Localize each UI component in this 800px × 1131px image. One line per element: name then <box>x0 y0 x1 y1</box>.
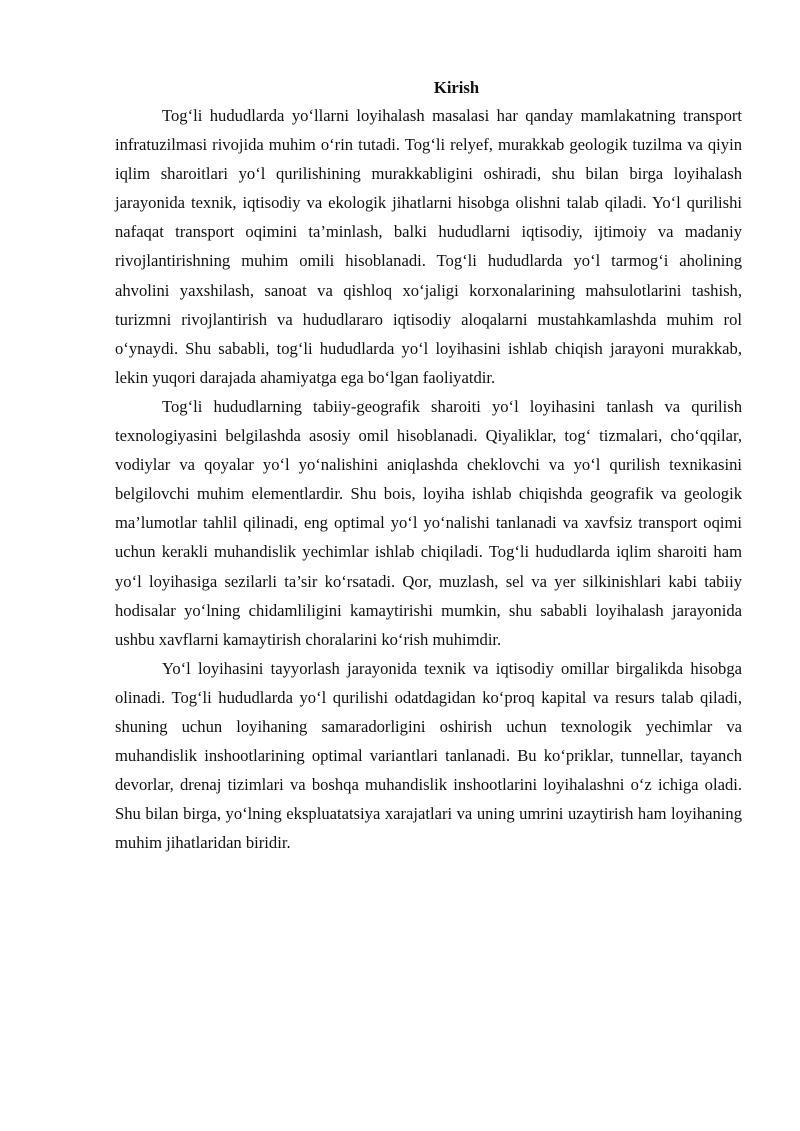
paragraph-2: Tog‘li hududlarning tabiiy-geografik sharoiti yo‘l loyihasini tanlash va qurilish texnologiyasini belgilashda asosiy omil hisoblanadi. Qiyaliklar, tog‘ tizmalari, cho‘qqilar, vodiylar va qoyalar yo‘l yo‘nalishini aniqlashda cheklovchi va yo‘l qurilish texnikasini belgilovchi muhim elementlardir. Shu bois, loyiha ishlab chiqishda geografik va geologik ma’lumotlar tahlil qilinadi, eng optimal yo‘l yo‘nalishi tanlanadi va xavfsiz transport oqimi uchun kerakli muhandislik yechimlar ishlab chiqiladi. Tog‘li hududlarda iqlim sharoiti ham yo‘l loyihasiga sezilarli ta’sir ko‘rsatadi. Qor, muzlash, sel va yer silkinishlari kabi tabiiy hodisalar yo‘lning chidamliligini kamaytirishi mumkin, shu sababli loyihalash jarayonida ushbu xavflarni kamaytirish choralarini ko‘rish muhimdir. <box>115 396 742 649</box>
paragraph-3: Yo‘l loyihasini tayyorlash jarayonida texnik va iqtisodiy omillar birgalikda hisobga olinadi. Tog‘li hududlarda yo‘l qurilishi odatdagidan ko‘proq kapital va resurs talab qiladi, shuning uchun loyihaning samaradorligini oshirish uchun texnologik yechimlar va muhandislik inshootlarining optimal variantlari tanlanadi. Bu ko‘priklar, tunnellar, tayanch devorlar, drenaj tizimlari va boshqa muhandislik inshootlarini loyihalashni o‘z ichiga oladi. Shu bilan birga, yo‘lning ekspluatatsiya xarajatlari va uning umrini uzaytirish ham loyihaning muhim jihatlaridan biridir. <box>115 658 742 853</box>
document-body <box>115 76 742 857</box>
page-title: Kirish <box>433 78 480 97</box>
paragraph-1: Tog‘li hududlarda yo‘llarni loyihalash masalasi har qanday mamlakatning transport infratuzilmasi rivojida muhim o‘rin tutadi. Tog‘li relyef, murakkab geologik tuzilma va qiyin iqlim sharoitlari yo‘l qurilishining murakkabligini oshiradi, shu bilan birga loyihalash jarayonida texnik, iqtisodiy va ekologik jihatlarni hisobga olishni talab qiladi. Yo‘l qurilishi nafaqat transport oqimini ta’minlash, balki hududlarni iqtisodiy, ijtimoiy va madaniy rivojlantirishning muhim omili hisoblanadi. Tog‘li hududlarda yo‘l tarmog‘i aholining ahvolini yaxshilash, sanoat va qishloq xo‘jaligi korxonalarining mahsulotlarini tashish, turizmni rivojlantirish va hududlararo iqtisodiy aloqalarni mustahkamlashda muhim rol o‘ynaydi. Shu sababli, tog‘li hududlarda yo‘l loyihasini ishlab chiqish jarayoni murakkab, lekin yuqori darajada ahamiyatga ega bo‘lgan faoliyatdir. <box>115 106 742 387</box>
